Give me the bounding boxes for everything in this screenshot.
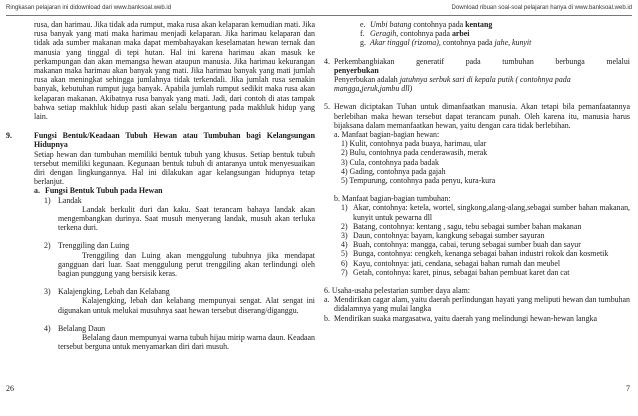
item-number: 2) [341,221,348,231]
item-title: Landak [58,195,82,205]
section-4-text: Perkembangbiakan generatif pada tumbuhan berbunga melalui [334,56,630,66]
item-number: 4) [341,240,348,250]
item-connector: contohnya pada [440,38,495,48]
subsection-a-number: a. [34,186,40,196]
list-item [341,231,630,240]
item-text: Kalajengking, lebah dan kelabang mempunyai sengat. Alat sengat ini digunakan untuk melukai musuhnya saat hewan tersebut diserang/diganggu. [58,296,315,315]
item-term: Akar tinggal (rizoma), [370,38,441,48]
list-item: 2) Bulu, contohnya pada cenderawasih, merak [341,148,488,158]
list-item: 5) Tempurung, contohnya pada penyu, kura-kura [341,176,496,186]
page-number-left: 26 [6,384,14,393]
subsection-a-title: Fungsi Bentuk Tubuh pada Hewan [45,186,163,196]
section-4-definition-label: Penyerbukan adalah [334,75,400,85]
animal-item-2 [44,241,315,278]
item-term: Geragih, [370,29,399,39]
item-text: Batang, contohnya: kentang , sagu, tebu sebagai sumber bahan makanan [353,221,582,231]
item-text: Belalang daun mempunyai warna tubuh hijau mirip warna daun. Keadaan tersebut berguna untuk menyamarkan diri dari musuh. [58,333,315,352]
list-item: 4) Gading, contohnya pada gajah [341,166,446,176]
item-number: 2) [44,241,51,251]
animal-item-3 [44,287,315,315]
list-item [341,222,630,231]
item-example: jahe, kunyit [494,38,532,48]
item-text: Buah, contohnya: mangga, cabai, terung sebagai sumber buah dan sayur [353,240,581,250]
item-number: 4) [44,323,51,333]
item-example: arbei [451,29,470,39]
item-number: 1) [44,195,51,205]
section-5a-title: a. Manfaat bagian-bagian hewan: [334,130,440,140]
list-item [324,295,630,313]
list-item [341,268,630,277]
header-left-text: Ringkasan pelajaran ini didownload dari www.banksoal.web.id [6,5,172,11]
list-item [341,249,630,258]
animal-item-1 [44,196,315,233]
item-text: Daun, contohnya: bayam, kangkung sebagai sumber sayuran [353,231,545,241]
item-letter: b. [324,313,330,323]
item-text: Mendirikan suaka margasatwa, yaitu daerah yang melindungi hewan-hewan langka [334,313,598,323]
item-letter: e. [360,20,366,29]
item-number: 6) [341,258,348,268]
header-right-text: Download ribuan soal-soal pelajaran hanya di www.banksoal.web.id [451,5,632,11]
item-connector: contohnya pada [398,29,452,39]
section-9-number: 9. [6,131,12,141]
section-5-text: Hewan diciptakan Tuhan untuk dimanfaatkan manusia. Akan tetapi bila pemanfaatannya berlebihan maka hewan tersebut dapat terancam punah. Oleh karena itu, manusia harus bijaksana dalam memanfaatkan hewan, yaitu dengan cara tidak berlebihan. [334,102,630,130]
item-term: Umbi batang [370,20,412,29]
item-example: kentang [465,20,493,29]
section-9-title: Fungsi Bentuk/Keadaan Tubuh Hewan atau Tumbuhan bagi Kelangsungan Hidupnya [34,131,315,150]
list-item [324,314,630,323]
list-item [341,259,630,268]
section-4-term: penyerbukan [334,65,379,75]
item-text: Bunga, contohnya: cengkeh, kenanga sebagai bahan industri rokok dan kosmetik [353,249,609,259]
list-item [341,203,630,221]
right-column [324,20,630,323]
left-column [6,20,315,352]
section-4-definition: jatuhnya serbuk sari di kepala putik ( contohnya pada mangga,jeruk,jambu dll) [334,75,571,94]
section-5 [324,102,630,277]
section-9 [6,131,315,351]
item-connector: contohnya pada [411,20,466,29]
section-6-title: 6. Usaha-usaha pelestarian sumber daya alam: [324,286,470,296]
item-title: Trenggiling dan Luing [58,241,130,251]
page-number-right: 7 [626,384,630,393]
item-text: Landak berkulit duri dan kaku. Saat terancam bahaya landak akan mengembangkan durinya. Saat musuh menyerang landak, musuh akan terluka terkena duri. [58,204,315,233]
section-4-number: 4. [324,56,330,66]
item-text: Trenggiling dan Luing akan menggulung tubuhnya jika mendapat gangguan dari luar. Saat menggulung perut trenggiling akan terlindungi oleh bagian punggung yang bersisik keras. [58,250,315,279]
propagation-item-e [360,20,630,29]
item-title: Belalang Daun [58,323,106,333]
item-number: 1) [341,203,348,213]
list-item: 3) Cula, contohnya pada badak [341,157,439,167]
item-number: 3) [44,287,51,297]
section-5-number: 5. [324,102,330,112]
section-9-text: Setiap hewan dan tumbuhan memiliki bentuk tubuh yang khusus. Setiap bentuk tubuh tersebut memiliki kegunaan. Kegunaan bentuk tubuh di antaranya untuk menyesuaikan diri dengan lingkungannya. Hal ini dilakukan agar kelangsungan hidupnya tetap berlanjut. [34,149,315,187]
item-text: Mendirikan cagar alam, yaitu daerah perlindungan hayati yang meliputi hewan dan tumbuhan didalamnya yang mulai langka [334,295,630,314]
item-number: 3) [341,231,348,241]
section-5b-title: b. Manfaat bagian-bagian tumbuhan: [334,194,451,204]
propagation-item-f [360,29,630,38]
list-item [341,240,630,249]
item-letter: g. [360,38,366,48]
item-number: 5) [341,249,348,259]
item-number: 7) [341,267,348,277]
animal-item-4 [44,324,315,352]
item-text: Getah, contohnya: karet, pinus, sebagai bahan pembuat karet dan cat [353,267,570,277]
list-item: 1) Kulit, contohnya pada buaya, harimau, ular [341,139,487,149]
propagation-item-g [360,38,630,47]
section-4 [324,57,630,94]
item-letter: f. [360,29,365,39]
header-divider [6,15,632,16]
item-letter: a. [324,295,330,305]
intro-paragraph: rusa, dan harimau. Jika tidak ada rumput, maka rusa akan kelaparan kemudian mati. Jika rusa banyak yang mati maka harimau menjadi kelaparan. Jika harimau kelaparan dan tidak ada sumber makanan maka dapat membahayakan keselamatan hewan ternak dan manusia yang tinggal di tepi hutan. Hal ini karena harimau akan masuk ke perkampungan dan akan memangsa hewan ataupun manusia. Jika harimau kekurangan makanan maka harimau akan banyak yang mati. Jika harimau banyak yang mati jumlah rusa akan meningkat sehingga jumlahnya tidak terkendali. Jika jumlah rusa semakin banyak, kebutuhan rumput juga banyak. Apabila jumlah rumput sedikit maka rusa akan kelaparan makanan. Akibatnya rusa banyak yang mati. Jadi, dari contoh di atas tampak bahwa setiap makhluk hidup pasti akan selalu bergantung pada makhluk hidup yang lain. [34,20,315,122]
item-title: Kalajengking, Lebah dan Kelabang [58,287,170,297]
section-6 [324,286,630,323]
item-text: Akar, contohnya: ketela, wortel, singkong,alang-alang,sebagai sumber bahan makanan, kunyit untuk pewarna dll [353,203,630,222]
item-text: Kayu, contohnya: jati, cendana, sebagai bahan rumah dan meubel [353,258,561,268]
